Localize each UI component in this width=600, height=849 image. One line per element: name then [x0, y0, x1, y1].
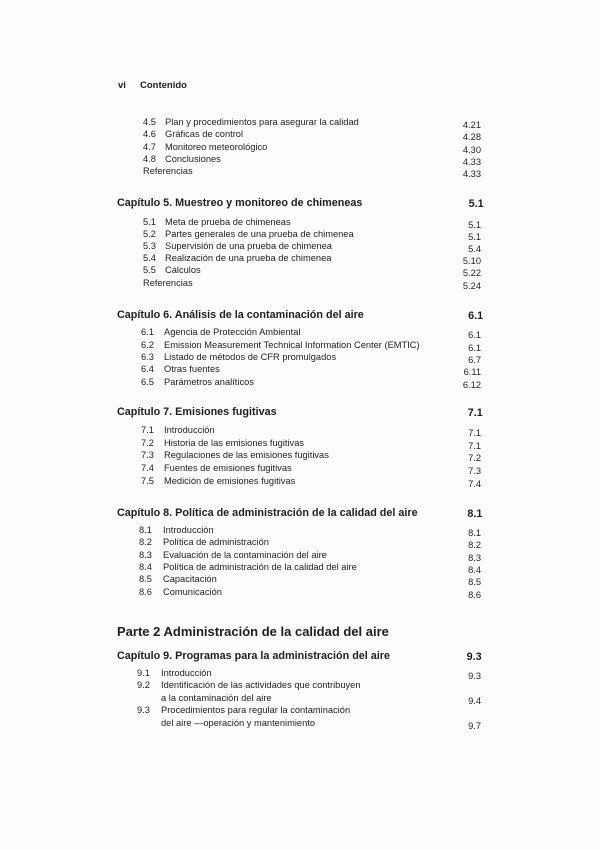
- toc-entry-title: Meta de prueba de chimeneas: [165, 217, 291, 227]
- toc-entry-title: Conclusiones: [165, 154, 221, 164]
- toc-entry-number: 6.4: [141, 364, 154, 374]
- toc-entry-page-number: 5.24: [462, 281, 481, 291]
- toc-entry-title: Emission Measurement Technical Information Center (EMTIC): [164, 340, 420, 350]
- toc-entry-number: 4.6: [143, 129, 156, 139]
- toc-entry-title: Regulaciones de las emisiones fugitivas: [164, 450, 329, 460]
- toc-entry-number: 7.3: [141, 450, 154, 460]
- chapter-title: Capítulo 8. Política de administración de la calidad del aire: [117, 507, 418, 519]
- toc-entry-number: 8.4: [139, 562, 152, 572]
- toc-entry-page-number: 4.33: [462, 157, 481, 167]
- toc-entry-title: Política de administración de la calidad del aire: [163, 562, 357, 572]
- toc-entry-number: 7.4: [141, 463, 154, 473]
- toc-entry-number: 8.3: [139, 550, 152, 560]
- chapter-page-number: 7.1: [467, 407, 483, 419]
- toc-entry-number: 5.2: [143, 229, 156, 239]
- toc-entry-number: 4.7: [143, 142, 156, 152]
- toc-entry-number: 8.6: [139, 587, 152, 597]
- toc-entry-page-number: 7.1: [468, 428, 481, 438]
- toc-entry-page-number: 8.2: [468, 540, 481, 550]
- part-heading: Parte 2 Administración de la calidad del aire: [117, 624, 389, 639]
- toc-entry-page-number: 9.7: [468, 720, 481, 731]
- toc-entry-title: Medición de emisiones fugitivas: [164, 476, 296, 486]
- toc-entry-number: 8.2: [139, 537, 152, 547]
- page-number-roman: vi: [118, 80, 126, 91]
- toc-entry-title: Evaluación de la contaminación del aire: [163, 550, 327, 560]
- toc-entry-page-number: 9.3: [468, 671, 481, 681]
- toc-entry-number: 7.2: [141, 438, 154, 448]
- toc-entry-page-number: 8.5: [468, 577, 481, 587]
- toc-entry-page-number: 4.30: [462, 145, 481, 155]
- toc-entry-number: 6.3: [141, 352, 154, 362]
- chapter-title: Capítulo 6. Análisis de la contaminación del aire: [117, 309, 364, 321]
- toc-entry-title: del aire —operación y mantenimiento: [161, 717, 315, 728]
- toc-entry-title: Capacitación: [163, 574, 217, 584]
- toc-entry-page-number: 5.1: [468, 232, 481, 242]
- toc-entry-page-number: 7.3: [468, 466, 481, 476]
- toc-entry-number: 6.1: [141, 327, 154, 337]
- toc-entry-title: Plan y procedimientos para asegurar la calidad: [165, 117, 359, 127]
- toc-entry-number: 8.5: [139, 574, 152, 584]
- toc-entry-number: 7.1: [141, 425, 154, 435]
- toc-entry-page-number: 6.1: [468, 330, 481, 340]
- toc-entry-title: Gráficas de control: [165, 129, 244, 139]
- toc-entry-number: 9.1: [137, 668, 150, 678]
- toc-entry-number: 8.1: [139, 525, 152, 535]
- toc-entry-title: Listado de métodos de CFR promulgados: [164, 352, 337, 362]
- chapter-page-number: 6.1: [468, 310, 484, 322]
- chapter-page-number: 8.1: [467, 508, 483, 520]
- toc-entry-title: Partes generales de una prueba de chimenea: [165, 229, 354, 239]
- toc-entry-title: Monitoreo meteorológico: [165, 142, 268, 152]
- toc-entry-number: 5.1: [143, 217, 156, 227]
- toc-entry-number: 5.3: [143, 241, 156, 251]
- toc-entry-page-number: 8.1: [468, 528, 481, 538]
- toc-entry-title: Referencias: [143, 166, 193, 176]
- toc-entry-title: Fuentes de emisiones fugitivas: [164, 463, 292, 473]
- toc-entry-page-number: 6.1: [468, 343, 481, 353]
- toc-entry-page-number: 5.4: [468, 244, 481, 254]
- toc-entry-title: Procedimientos para regular la contaminación: [161, 705, 351, 715]
- chapter-title: Capítulo 5. Muestreo y monitoreo de chimeneas: [117, 197, 363, 209]
- toc-entry-number: 6.5: [141, 377, 154, 387]
- chapter-page-number: 5.1: [468, 198, 484, 210]
- toc-entry-number: 9.3: [137, 705, 150, 715]
- toc-entry-number: 6.2: [141, 340, 154, 350]
- toc-entry-title: Introducción: [161, 668, 212, 678]
- toc-entry-title: Comunicación: [163, 587, 222, 597]
- chapter-title: Capítulo 9. Programas para la administración del aire: [117, 650, 391, 662]
- toc-entry-page-number: 4.28: [462, 132, 481, 142]
- toc-entry-title: Supervisión de una prueba de chimenea: [165, 241, 332, 251]
- toc-entry-page-number: 6.7: [468, 355, 481, 365]
- toc-entry-number: 4.5: [143, 117, 156, 127]
- toc-entry-title: Cálculos: [165, 265, 201, 275]
- running-header-title: Contenido: [140, 80, 187, 91]
- toc-entry-title: Referencias: [143, 278, 193, 288]
- toc-entry-title: Otras fuentes: [164, 364, 220, 374]
- toc-entry-number: 5.4: [143, 253, 156, 263]
- toc-entry-number: 7.5: [141, 476, 154, 486]
- toc-entry-number: 4.8: [143, 154, 156, 164]
- toc-entry-page-number: 8.4: [468, 565, 481, 575]
- toc-entry-page-number: 9.4: [468, 695, 481, 706]
- toc-entry-title: Parámetros analíticos: [164, 377, 254, 387]
- chapter-page-number: 9.3: [466, 651, 482, 663]
- toc-entry-title: Historia de las emisiones fugitivas: [164, 438, 305, 448]
- toc-entry-page-number: 7.2: [468, 453, 481, 463]
- toc-entry-page-number: 8.6: [468, 590, 481, 600]
- toc-entry-title: Política de administración: [163, 537, 269, 547]
- toc-entry-page-number: 7.4: [468, 479, 481, 489]
- toc-entry-number: 9.2: [137, 680, 150, 690]
- toc-entry-title: Introducción: [163, 525, 214, 535]
- toc-entry-page-number: 5.10: [462, 256, 481, 266]
- toc-entry-number: 5.5: [143, 265, 156, 275]
- toc-entry-page-number: 8.3: [468, 553, 481, 563]
- toc-entry-page-number: 7.1: [468, 441, 481, 451]
- toc-entry-page-number: 5.22: [462, 268, 481, 278]
- toc-entry-title: a la contaminación del aire: [161, 692, 272, 703]
- toc-entry-title: Realización de una prueba de chimenea: [165, 253, 332, 263]
- toc-entry-page-number: 6.12: [462, 380, 481, 390]
- toc-entry-title: Introducción: [164, 425, 215, 435]
- toc-entry-page-number: 6.11: [463, 367, 481, 377]
- toc-entry-page-number: 5.1: [468, 220, 481, 230]
- chapter-title: Capítulo 7. Emisiones fugitivas: [117, 406, 277, 418]
- toc-entry-page-number: 4.33: [462, 169, 481, 179]
- toc-entry-page-number: 4.21: [462, 120, 481, 130]
- toc-entry-title: Agencia de Protección Ambiental: [164, 327, 301, 337]
- toc-entry-title: Identificación de las actividades que contribuyen: [161, 680, 361, 690]
